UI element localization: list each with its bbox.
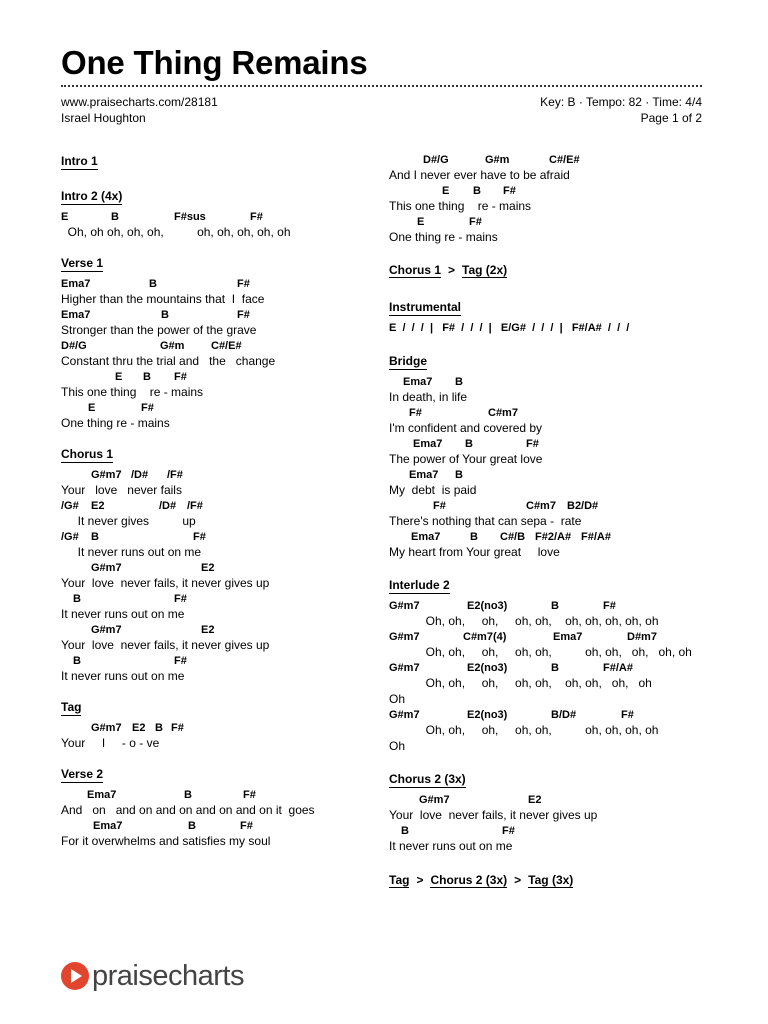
chord: B: [188, 820, 196, 832]
chord-lyric-line: [389, 660, 719, 707]
chord: B: [551, 600, 559, 612]
section-gap: [61, 431, 361, 445]
chord: F#: [174, 371, 187, 383]
chord-lyric-line: [389, 374, 719, 405]
logo-text: praisecharts: [92, 959, 244, 992]
chord: B: [184, 789, 192, 801]
chart-section: [61, 765, 361, 849]
chord: B: [551, 662, 559, 674]
section-gap: [61, 174, 361, 187]
chord: F#: [174, 593, 187, 605]
chord-lyric-line: [389, 707, 719, 754]
chord: Ema7: [553, 631, 583, 643]
section-heading-part: Chorus 1: [389, 263, 442, 277]
lyric-line: I'm confident and covered by: [389, 421, 543, 435]
chord: C#/E#: [211, 340, 242, 352]
chord-lyric-line: [61, 529, 361, 560]
chord: B: [161, 309, 169, 321]
key-tempo-time: Key: B · Tempo: 82 · Time: 4/4: [540, 95, 702, 109]
chord: Ema7: [87, 789, 117, 801]
chord: G#m7: [91, 469, 122, 481]
chord-row: [61, 369, 361, 384]
chord: F#: [243, 789, 256, 801]
chord: E: [61, 211, 69, 223]
lyric-line: For it overwhelms and satisfies my soul: [61, 834, 271, 848]
chord: E2: [201, 624, 215, 636]
chord-row: [389, 707, 719, 722]
section-gap: [61, 240, 361, 254]
chart-section: [61, 187, 361, 240]
section-heading: Verse 2: [61, 767, 104, 781]
chord-lyric-line: [61, 818, 361, 849]
lyric-line: Your love never fails: [61, 483, 182, 497]
chord: G#m: [160, 340, 185, 352]
chord-lyric-line: [389, 183, 719, 214]
chord: G#m7: [389, 631, 420, 643]
lyric-line: It never runs out on me: [389, 839, 513, 853]
chord: B: [149, 278, 157, 290]
lyric-line: This one thing re - mains: [389, 199, 532, 213]
chord-row: [389, 598, 719, 613]
section-gap: [389, 245, 719, 261]
header-left: [61, 94, 218, 126]
chord-lyric-line: [389, 823, 719, 854]
lyric-line: Oh, oh oh, oh, oh, oh, oh, oh, oh, oh: [61, 225, 291, 239]
chord: E: [417, 216, 425, 228]
chord-row: [61, 560, 361, 575]
chord-lyric-line: [61, 369, 361, 400]
chord: D#m7: [627, 631, 657, 643]
section-heading: Intro 1: [61, 154, 98, 168]
chord: C#/B: [500, 531, 526, 543]
lyric-line: It never runs out on me: [61, 545, 202, 559]
lyric-line: Your love never fails, it never gives up: [61, 576, 270, 590]
chord: F#: [141, 402, 154, 414]
chord: F#: [603, 600, 616, 612]
section-gap: [61, 684, 361, 698]
chord: F#: [237, 278, 250, 290]
chord-row: [389, 498, 719, 513]
chord-row: [389, 629, 719, 644]
chord: F#: [250, 211, 263, 223]
chord: G#m7: [91, 562, 122, 574]
chord: F#: [502, 825, 515, 837]
chord: C#m7: [526, 500, 556, 512]
chord: G#m: [485, 154, 510, 166]
chord-lyric-line: [389, 598, 719, 629]
lyric-line: Higher than the mountains that I face: [61, 292, 265, 306]
chord-row: [389, 405, 719, 420]
chord: E2: [528, 794, 542, 806]
page-number: Page 1 of 2: [640, 111, 702, 125]
chord: B: [73, 593, 81, 605]
chord-lyric-line: [61, 591, 361, 622]
chord-lyric-line: [61, 560, 361, 591]
section-gap: [389, 336, 719, 352]
chord: B: [91, 531, 99, 543]
chord: Ema7: [403, 376, 433, 388]
chart-section: [389, 352, 719, 560]
instrumental-chords: E / / / | F# / / / | E/G# / / / | F#/A# / / /: [389, 322, 630, 334]
chord-lyric-line: [61, 209, 361, 240]
chord-row: [389, 792, 719, 807]
chord: Ema7: [61, 278, 91, 290]
section-heading: Chorus 2 (3x): [389, 772, 466, 786]
chord-lyric-line: [389, 498, 719, 529]
chord: F#/A#: [603, 662, 633, 674]
chord: F#: [469, 216, 482, 228]
chord-row: [61, 276, 361, 291]
artist-name: Israel Houghton: [61, 111, 146, 125]
chord: Ema7: [411, 531, 441, 543]
section-heading-part: Tag (3x): [528, 873, 574, 887]
chord-lyric-line: [389, 467, 719, 498]
lyric-line: It never runs out on me: [61, 607, 185, 621]
dotted-divider: [61, 85, 702, 87]
chord-lyric-line: [61, 498, 361, 529]
chord: B: [155, 722, 163, 734]
section-gap: [389, 560, 719, 576]
chart-section: [61, 698, 361, 751]
chord: E2: [201, 562, 215, 574]
lyric-line: Your love never fails, it never gives up: [61, 638, 270, 652]
arrow-separator: >: [416, 873, 424, 887]
chord: E2(no3): [467, 662, 508, 674]
chord-row: [61, 209, 361, 224]
chord: E2: [132, 722, 146, 734]
chord: B2/D#: [567, 500, 599, 512]
chord: B: [401, 825, 409, 837]
chord: F#2/A#: [535, 531, 572, 543]
section-heading-part: Chorus 2 (3x): [430, 873, 508, 887]
chord: Ema7: [409, 469, 439, 481]
chord-lyric-line: [61, 720, 361, 751]
chart-section: [389, 261, 719, 282]
section-gap: [61, 751, 361, 765]
chord-lyric-line: [61, 276, 361, 307]
chart-section: [389, 576, 719, 754]
lyric-line: Oh, oh, oh, oh, oh, oh, oh, oh, oh Oh: [389, 723, 659, 753]
chord: E: [88, 402, 96, 414]
lyric-line: It never gives up: [61, 514, 196, 528]
lyric-line: One thing re - mains: [61, 416, 170, 430]
chord: B: [473, 185, 481, 197]
chord-row: [389, 374, 719, 389]
chord: B: [455, 469, 463, 481]
section-heading: Intro 2 (4x): [61, 189, 123, 203]
chord-row: [61, 529, 361, 544]
song-url[interactable]: www.praisecharts.com/28181: [61, 95, 218, 109]
chord-row: [389, 823, 719, 838]
chord: G#m7: [389, 600, 420, 612]
chord-row: [61, 787, 361, 802]
section-gap: [389, 754, 719, 770]
chord-row: [389, 214, 719, 229]
chart-section: [389, 770, 719, 854]
chord: F#/A#: [581, 531, 611, 543]
lyric-line: Stronger than the power of the grave: [61, 323, 257, 337]
chord: G#m7: [91, 722, 122, 734]
chord: F#: [237, 309, 250, 321]
arrow-separator: >: [448, 263, 456, 277]
chord: F#: [503, 185, 516, 197]
chord: G#m7: [419, 794, 450, 806]
chord-lyric-line: [61, 400, 361, 431]
lyric-line: This one thing re - mains: [61, 385, 204, 399]
chord: F#: [621, 709, 634, 721]
chord-row: [389, 529, 719, 544]
chord-lyric-line: [389, 792, 719, 823]
chord-lyric-line: [61, 787, 361, 818]
song-title: One Thing Remains: [61, 44, 368, 81]
lyric-line: One thing re - mains: [389, 230, 498, 244]
header-right: [540, 94, 702, 126]
chart-section: [61, 152, 361, 174]
chord-lyric-line: [389, 152, 719, 183]
chord: B: [470, 531, 478, 543]
chord-lyric-line: [389, 405, 719, 436]
chord-row: [61, 400, 361, 415]
section-gap: [389, 854, 719, 871]
chord: D#/G: [61, 340, 87, 352]
chord-lyric-line: [389, 629, 719, 660]
chord: E: [442, 185, 450, 197]
lyric-line: And on and on and on and on and on it goes: [61, 803, 315, 817]
chord: G#m7: [91, 624, 122, 636]
chord: E2(no3): [467, 600, 508, 612]
chord-row: [61, 622, 361, 637]
lyric-line: There's nothing that can sepa - rate: [389, 514, 582, 528]
section-heading-part: Tag: [389, 873, 410, 887]
lyric-line: Oh, oh, oh, oh, oh, oh, oh, oh, oh, oh: [389, 614, 659, 628]
chart-section: [389, 871, 719, 892]
chord: F#: [433, 500, 446, 512]
chord: D#/G: [423, 154, 449, 166]
section-gap: [389, 282, 719, 298]
section-heading: Instrumental: [389, 300, 462, 314]
chord-row: [61, 338, 361, 353]
section-heading: Chorus 1: [61, 447, 114, 461]
chord: F#: [409, 407, 422, 419]
chord: G#m7: [389, 709, 420, 721]
chord: /D#: [131, 469, 149, 481]
chord-row: [389, 467, 719, 482]
arrow-separator: >: [514, 873, 522, 887]
lyric-line: And I never ever have to be afraid: [389, 168, 570, 182]
chart-section: [61, 254, 361, 431]
chord: E2(no3): [467, 709, 508, 721]
chord: E: [115, 371, 123, 383]
chord-row: [61, 818, 361, 833]
chord-row: [61, 307, 361, 322]
chord: B: [143, 371, 151, 383]
praisecharts-logo[interactable]: [61, 960, 244, 992]
chord: F#sus: [174, 211, 206, 223]
chord-row: [389, 436, 719, 451]
chord-lyric-line: [61, 338, 361, 369]
chord: E2: [91, 500, 105, 512]
lyric-line: The power of Your great love: [389, 452, 543, 466]
chord-row: [61, 720, 361, 735]
chord: C#/E#: [549, 154, 580, 166]
chord: F#: [526, 438, 539, 450]
chord-row: [389, 660, 719, 675]
chord: G#m7: [389, 662, 420, 674]
lyric-line: In death, in life: [389, 390, 468, 404]
section-heading: [389, 872, 573, 888]
section-heading: Bridge: [389, 354, 428, 368]
chord: C#m7: [488, 407, 518, 419]
chord: Ema7: [61, 309, 91, 321]
lyric-line: Oh, oh, oh, oh, oh, oh, oh, oh, oh Oh: [389, 676, 652, 706]
chord-row: [61, 498, 361, 513]
chord: B: [455, 376, 463, 388]
section-heading: Interlude 2: [389, 578, 450, 592]
chord: F#: [240, 820, 253, 832]
chord: Ema7: [93, 820, 123, 832]
chord: B/D#: [551, 709, 577, 721]
play-circle-icon: [61, 962, 89, 990]
chord: B: [111, 211, 119, 223]
chord-row: [389, 152, 719, 167]
chord-lyric-line: [61, 467, 361, 498]
chord-lyric-line: [389, 436, 719, 467]
chord: /F#: [167, 469, 183, 481]
lyric-line: Constant thru the trial and the change: [61, 354, 276, 368]
chord-lyric-line: [389, 529, 719, 560]
section-heading: Tag: [61, 700, 82, 714]
lyric-line: My heart from Your great love: [389, 545, 560, 559]
lyric-line: Your love never fails, it never gives up: [389, 808, 598, 822]
lyric-line: It never runs out on me: [61, 669, 185, 683]
chord: B: [73, 655, 81, 667]
chord: C#m7(4): [463, 631, 507, 643]
chord: B: [465, 438, 473, 450]
chord-row: [61, 591, 361, 606]
lyric-line: Your I - o - ve: [61, 736, 160, 750]
chart-section: [389, 152, 719, 245]
chord-lyric-line: [61, 307, 361, 338]
chord: /G#: [61, 531, 79, 543]
lyric-line: Oh, oh, oh, oh, oh, oh, oh, oh, oh, oh: [389, 645, 692, 659]
chart-section: [61, 445, 361, 684]
chord: F#: [174, 655, 187, 667]
chord-lyric-line: [61, 653, 361, 684]
chord-lyric-line: [389, 214, 719, 245]
chord-lyric-line: [61, 622, 361, 653]
chord: F#: [171, 722, 184, 734]
chord: /G#: [61, 500, 79, 512]
section-heading-part: Tag (2x): [462, 263, 508, 277]
section-heading: Verse 1: [61, 256, 104, 270]
chord: /D#: [159, 500, 177, 512]
chord: Ema7: [413, 438, 443, 450]
lyric-line: My debt is paid: [389, 483, 477, 497]
chart-column-left: [61, 152, 361, 849]
chord-row: [61, 467, 361, 482]
chord: /F#: [187, 500, 203, 512]
chord-row: [389, 183, 719, 198]
chart-section: [389, 298, 719, 336]
chart-column-right: [389, 152, 719, 892]
chord: F#: [193, 531, 206, 543]
section-heading: [389, 262, 507, 278]
chord-row: [61, 653, 361, 668]
